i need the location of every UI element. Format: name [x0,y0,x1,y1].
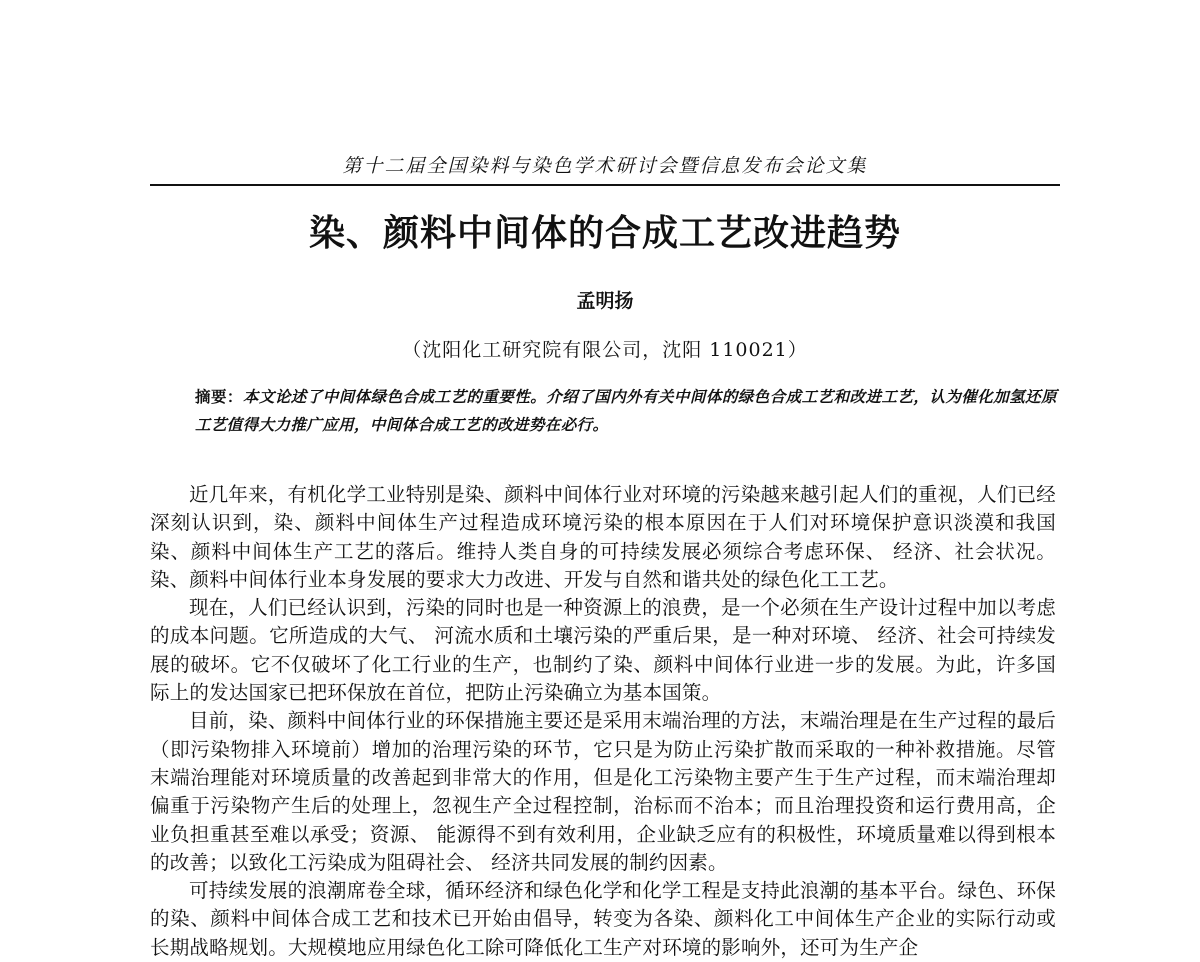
abstract [195,383,1057,439]
abstract-label: 摘要： [195,387,243,406]
paper-title: 染、颜料中间体的合成工艺改进趋势 [308,213,901,254]
paragraph: 可持续发展的浪潮席卷全球，循环经济和绿色化学和化学工程是支持此浪潮的基本平台。绿色、环保的染、颜料中间体合成工艺和技术已开始由倡导，转变为各染、颜料化工中间体生产企业的实际行动或长期战略规划。大规模地应用绿色化工除可降低化工生产对环境的影响外，还可为生产企 [150,879,1056,959]
abstract-text: 本文论述了中间体绿色合成工艺的重要性。介绍了国内外有关中间体的绿色合成工艺和改进工艺，认为催化加氢还原工艺值得大力推广应用，中间体合成工艺的改进势在必行。 [195,387,1058,434]
paragraph: 近几年来，有机化学工业特别是染、颜料中间体行业对环境的污染越来越引起人们的重视，人们已经深刻认识到，染、颜料中间体生产过程造成环境污染的根本原因在于人们对环境保护意识淡漠和我国染、颜料中间体生产工艺的落后。维持人类自身的可持续发展必须综合考虑环保、 经济、社会状况。染、颜料中间体行业本身发展的要求大力改进、开发与自然和谐共处的绿色化工工艺。 [150,483,1056,591]
paragraph: 现在，人们已经认识到，污染的同时也是一种资源上的浪费，是一个必须在生产设计过程中加以考虑的成本问题。它所造成的大气、 河流水质和土壤污染的严重后果，是一种对环境、 经济、社会可持续发展的破坏。它不仅破坏了化工行业的生产，也制约了染、颜料中间体行业进一步的发展。为此，许多国际上的发达国家已把环保放在首位，把防止污染确立为基本国策。 [150,596,1056,705]
body-text [150,481,1056,962]
running-header: 第十二届全国染料与染色学术研讨会暨信息发布会论文集 [342,155,868,177]
header-divider [150,184,1060,186]
author-affiliation: （沈阳化工研究院有限公司，沈阳 110021） [402,339,808,361]
paper-author: 孟明扬 [576,290,634,312]
paragraph: 目前，染、颜料中间体行业的环保措施主要还是采用末端治理的方法，末端治理是在生产过程的最后（即污染物排入环境前）增加的治理污染的环节，它只是为防止污染扩散而采取的一种补救措施。尽管末端治理能对环境质量的改善起到非常大的作用，但是化工污染物主要产生于生产过程，而末端治理却偏重于污染物产生后的处理上，忽视生产全过程控制，治标而不治本；而且治理投资和运行费用高，企业负担重甚至难以承受；资源、 能源得不到有效利用，企业缺乏应有的积极性，环境质量难以得到根本的改善；以致化工污染成为阻碍社会、 经济共同发展的制约因素。 [150,709,1056,874]
